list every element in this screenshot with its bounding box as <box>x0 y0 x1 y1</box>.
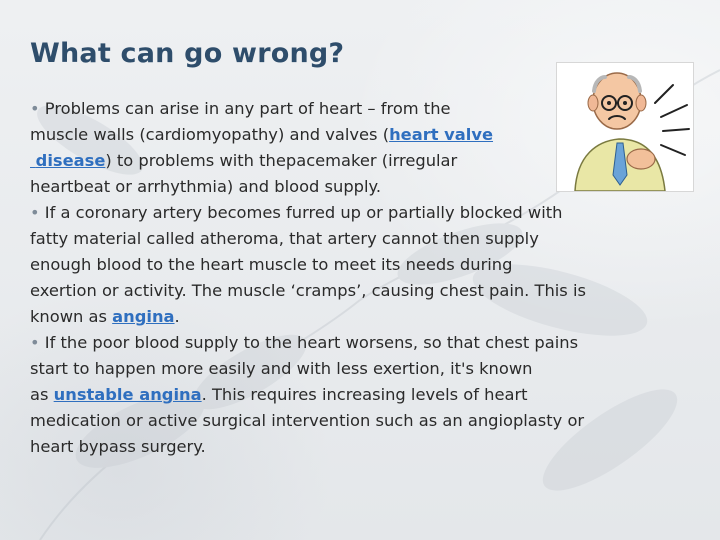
bullet-2-text-4: exertion or activity. The muscle ‘cramps’, causing chest pain. This is <box>30 281 586 300</box>
heart-valve-link[interactable] <box>389 125 493 144</box>
bullet-3-text-3: as <box>30 385 54 404</box>
bullet-3-text-6: medication or active surgical intervention such as an angioplasty or <box>30 411 585 430</box>
bullet-1-line-2 <box>30 122 702 148</box>
angina-link-text: angina <box>112 307 175 326</box>
bullet-1-text-4: heartbeat or arrhythmia) and blood supply. <box>30 177 382 196</box>
bullet-1-text-3: ) to problems with thepacemaker (irregular <box>105 151 458 170</box>
bullet-3-text-5: . This requires increasing levels of heart <box>201 385 528 404</box>
disease-link-text: disease <box>35 151 106 170</box>
bullet-2-text-6: . <box>174 307 180 326</box>
angina-link[interactable] <box>112 307 174 326</box>
bullet-icon: • <box>30 203 40 222</box>
bullet-2-line-1 <box>30 200 702 226</box>
bullet-2-text-1: If a coronary artery becomes furred up or partially blocked with <box>44 203 563 222</box>
disease-link[interactable] <box>30 151 105 170</box>
bullet-3-text-1: If the poor blood supply to the heart worsens, so that chest pains <box>44 333 579 352</box>
bullet-icon: • <box>30 99 40 118</box>
bullet-3-text-2: start to happen more easily and with less exertion, it's known <box>30 359 533 378</box>
unstable-angina-link[interactable] <box>54 385 202 404</box>
heart-valve-link-text: heart valve <box>389 125 494 144</box>
slide-body <box>30 96 702 460</box>
bullet-2-text-2: fatty material called atheroma, that artery cannot then supply <box>30 229 539 248</box>
bullet-2-line-2 <box>30 226 702 252</box>
slide-title: What can go wrong? <box>30 38 345 69</box>
bullet-1-line-4 <box>30 174 702 200</box>
bullet-1-line-3 <box>30 148 702 174</box>
unstable-angina-link-text: unstable angina <box>53 385 202 404</box>
bullet-icon: • <box>30 333 40 352</box>
bullet-2 <box>30 200 702 330</box>
bullet-1-line-1 <box>30 96 702 122</box>
bullet-3-line-1 <box>30 330 702 356</box>
bullet-3-line-2 <box>30 356 702 382</box>
bullet-2-text-5: known as <box>30 307 113 326</box>
bullet-1-text-1: Problems can arise in any part of heart – from the <box>44 99 451 118</box>
bullet-2-text-3: enough blood to the heart muscle to meet its needs during <box>30 255 513 274</box>
bullet-2-line-4 <box>30 278 702 304</box>
bullet-3-text-7: heart bypass surgery. <box>30 437 206 456</box>
bullet-3-line-4 <box>30 408 702 434</box>
bullet-2-line-5 <box>30 304 702 330</box>
bullet-3 <box>30 330 702 460</box>
bullet-3-line-3 <box>30 382 702 408</box>
bullet-1 <box>30 96 702 200</box>
bullet-3-line-5 <box>30 434 702 460</box>
bullet-2-line-3 <box>30 252 702 278</box>
bullet-1-text-2: muscle walls (cardiomyopathy) and valves ( <box>30 125 390 144</box>
